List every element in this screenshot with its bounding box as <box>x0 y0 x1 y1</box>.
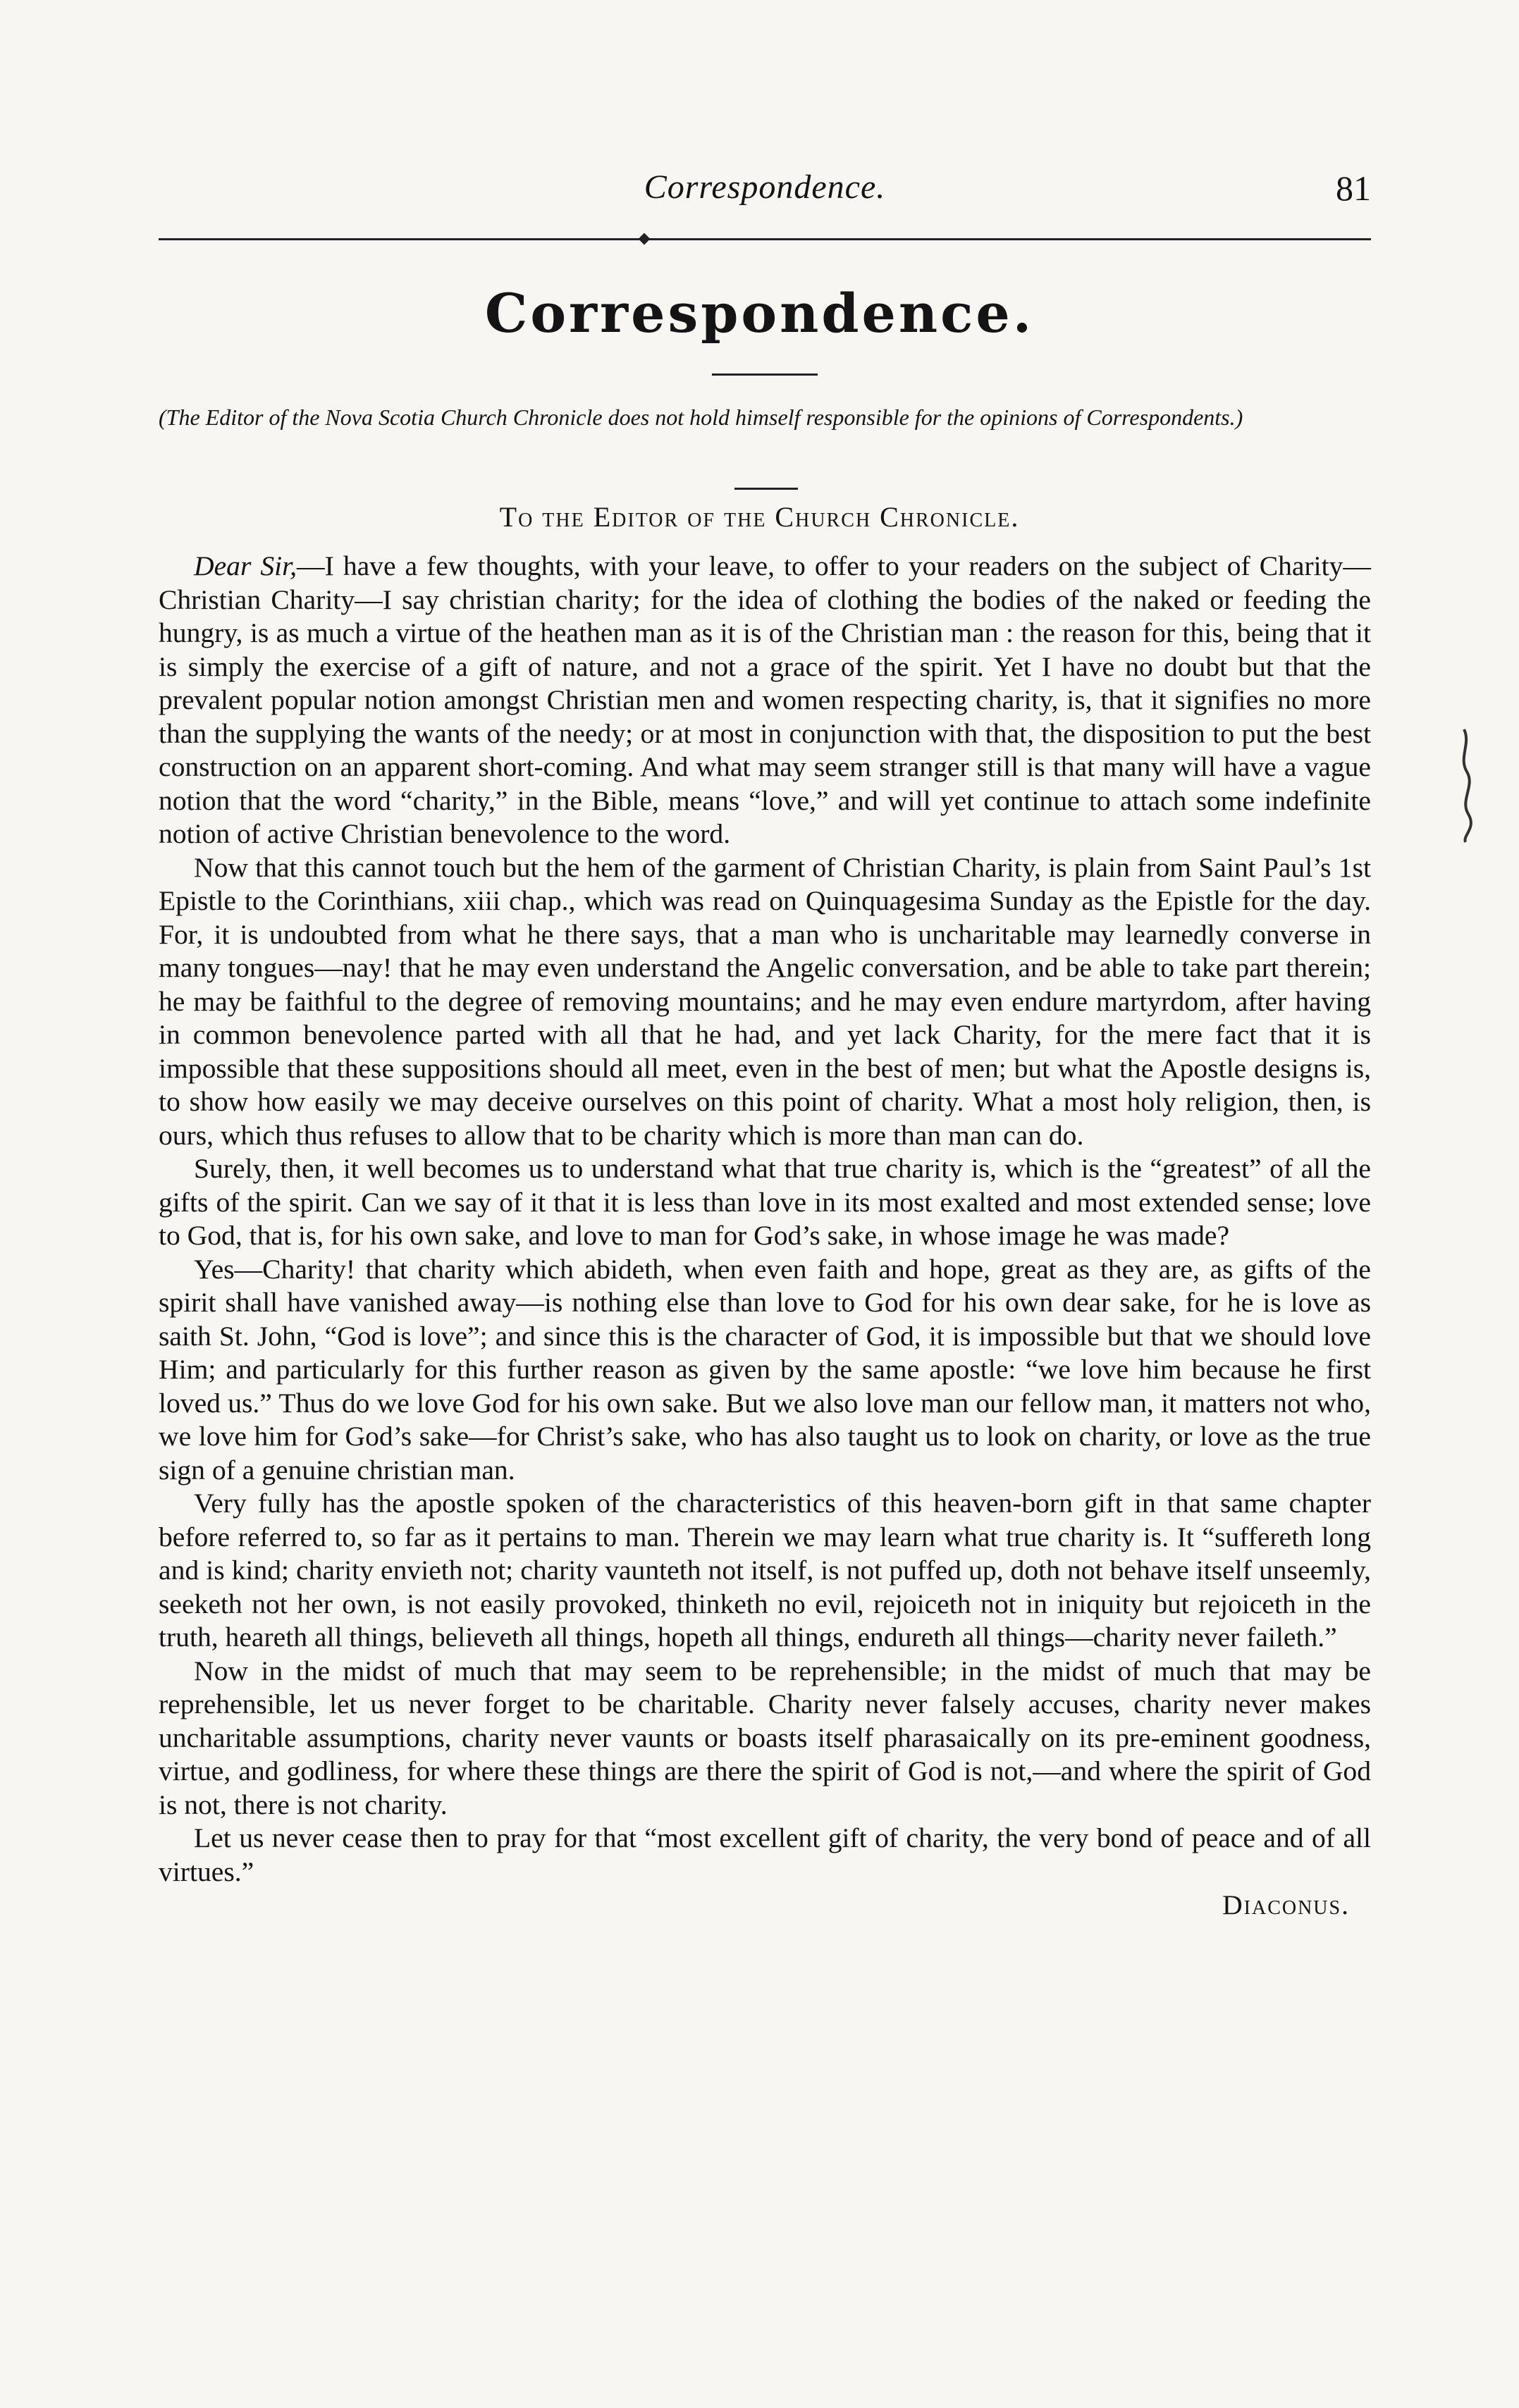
section-title: Correspondence. <box>484 282 1035 345</box>
signoff <box>159 1889 1371 1922</box>
margin-handwriting-mark <box>1456 726 1477 846</box>
letter-body <box>159 550 1371 1922</box>
signature: Diaconus. <box>1222 1889 1350 1920</box>
letter-closing: Let us never cease then to pray for that “most excellent gift of charity, the very bond of peace and of all virtues.” <box>159 1822 1371 1887</box>
letter-paragraph-6: Now in the midst of much that may seem to be reprehensible; in the midst of much that may be reprehensible, let us never forget to be charitable. Charity never falsely accuses, charity never makes uncharitable assumptions, charity never vaunts or boasts itself pharasaically on its pre-eminent goodness, virtue, and godliness, for where these things are there the spirit of God is not,—and where the spirit of God is not, there is not charity. <box>159 1655 1371 1820</box>
editor-disclaimer: (The Editor of the Nova Scotia Church Chronicle does not hold himself responsible for the opinions of Correspondents.) <box>159 405 1243 430</box>
running-title: Correspondence. <box>644 168 886 206</box>
letter-paragraph-4: Yes—Charity! that charity which abideth, when even faith and hope, great as they are, as gifts of the spirit shall have vanished away—is nothing else than love to God for his own dear sake, for he is love as saith St. John, “God is love”; and since this is the character of God, it is impossible but that we should love Him; and particularly for this further reason as given by the same apostle: “we love him because he first loved us.” Thus do we love God for his own sake. But we also love man our fellow man, it matters not who, we love him for God’s sake—for Christ’s sake, who has also taught us to look on charity, or love as the true sign of a genuine christian man. <box>159 1253 1371 1486</box>
title-rule <box>712 373 818 376</box>
header-rule <box>159 238 1371 240</box>
paragraph-text: —I have a few thoughts, with your leave, to offer to your readers on the subject of Charity—Christian Charity—I say christian charity; for the idea of clothing the bodies of the naked or feeding the hungry, is as much a virtue of the heathen man as it is of the Christian man : the reason for this, being that it is simply the exercise of a gift of nature, and not a grace of the spirit. Yet I have no doubt but that the prevalent popular notion amongst Christian men and women respecting charity, is, that it signifies no more than the supplying the wants of the needy; or at most in conjunction with that, the disposition to put the best construction on an apparent short-coming. And what may seem stranger still is that many will have a vague notion that the word “charity,” in the Bible, means “love,” and will yet continue to attach some indefinite notion of active Christian benevolence to the word. <box>159 550 1371 849</box>
page-number: 81 <box>1336 168 1371 208</box>
letter-paragraph-2: Now that this cannot touch but the hem of the garment of Christian Charity, is plain from Saint Paul’s 1st Epistle to the Corinthians, xiii chap., which was read on Quinquagesima Sunday as the Epistle for the day. For, it is undoubted from what he there says, that a man who is uncharitable may learnedly converse in many tongues—nay! that he may even understand the Angelic conversation, and be able to take part therein; he may be faithful to the degree of removing mountains; and he may even endure martyrdom, after having in common benevolence parted with all that he had, and yet lack Charity, for the mere fact that it is impossible that these suppositions should all meet, even in the best of men; but what the Apostle designs is, to show how easily we may deceive ourselves on this point of charity. What a most holy religion, then, is ours, which thus refuses to allow that to be charity which is more than man can do. <box>159 851 1371 1151</box>
disclaimer-rule <box>734 488 798 490</box>
salutation: Dear Sir, <box>194 550 297 581</box>
header-rule-ornament <box>639 233 651 245</box>
running-head <box>159 168 1371 224</box>
letter-paragraph-3: Surely, then, it well becomes us to understand what that true charity is, which is the “greatest” of all the gifts of the spirit. Can we say of it that it is less than love in its most exalted and most extended sense; love to God, that is, for his own sake, and love to man for God’s sake, in whose image he was made? <box>159 1153 1371 1251</box>
addressee-heading: To the Editor of the Church Chronicle. <box>499 501 1020 533</box>
letter-paragraph-5: Very fully has the apostle spoken of the characteristics of this heaven-born gift in that same chapter before referred to, so far as it pertains to man. Therein we may learn what true charity is. It “suffereth long and is kind; charity envieth not; charity vaunteth not itself, is not puffed up, doth not behave itself unseemly, seeketh not her own, is not easily provoked, thinketh no evil, rejoiceth not in iniquity but rejoiceth in the truth, heareth all things, believeth all things, hopeth all things, endureth all things—charity never faileth.” <box>159 1488 1371 1653</box>
letter-paragraph-1 <box>159 550 1371 851</box>
